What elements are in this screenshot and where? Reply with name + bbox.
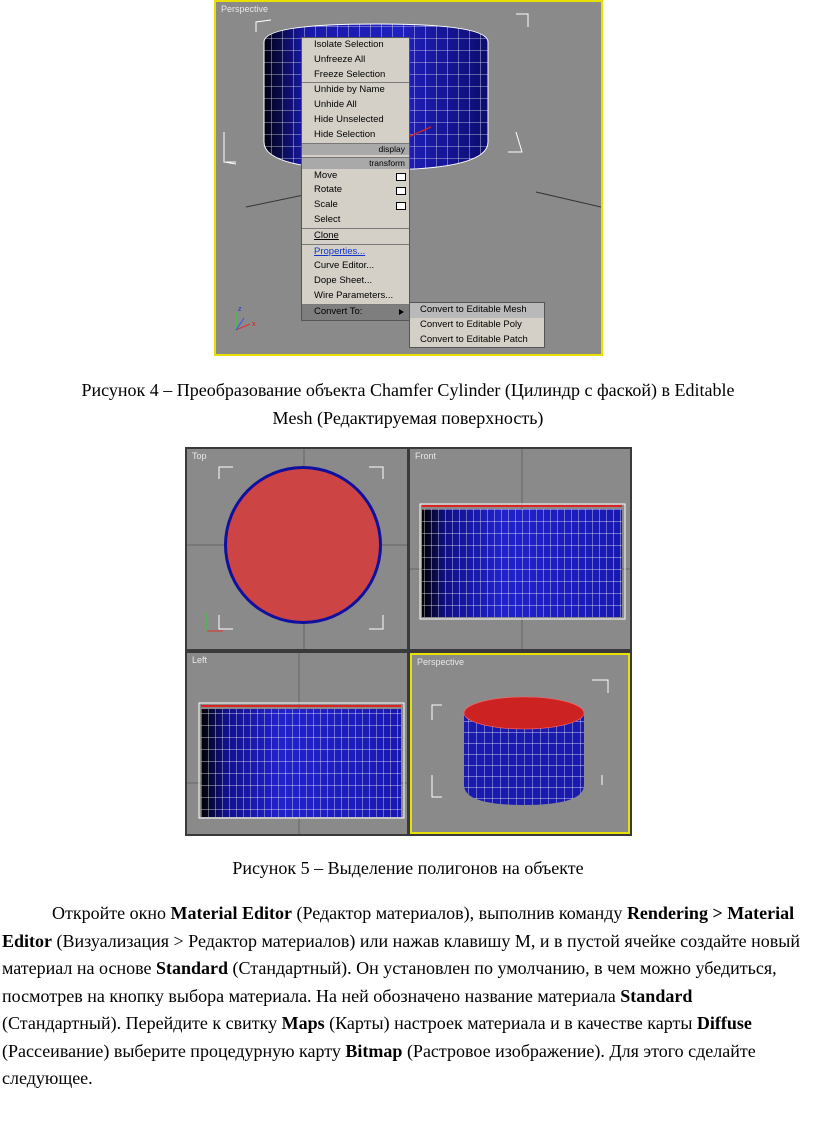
figure5-four-viewports — [185, 447, 632, 836]
figure5-caption: Рисунок 5 – Выделение полигонов на объекте — [232, 858, 584, 878]
viewport-label[interactable]: Left — [192, 655, 208, 665]
front-viewport[interactable] — [410, 449, 630, 649]
submenu-arrow-icon — [399, 309, 404, 315]
bold-term: Standard — [155, 958, 229, 978]
menu-item-select[interactable]: Select — [314, 213, 341, 225]
figure4-caption-line2: Mesh (Редактируемая поверхность) — [272, 408, 544, 428]
menu-item-hide-unselected[interactable]: Hide Unselected — [314, 113, 384, 125]
bold-term: Rendering > Material Editor — [2, 903, 795, 951]
text-run: (Редактор материалов), выполнив команду — [291, 903, 627, 923]
top-view-scene — [187, 449, 407, 649]
menu-item-dope-sheet[interactable]: Dope Sheet... — [314, 275, 373, 287]
left-viewport[interactable] — [187, 653, 407, 834]
bold-term: Material Editor — [170, 903, 292, 923]
text-run: (Рассеивание) выберите процедурную карту — [2, 1040, 346, 1061]
menu-item-wire-parameters[interactable]: Wire Parameters... — [314, 289, 394, 301]
menu-item-isolate-selection[interactable]: Isolate Selection — [314, 39, 384, 50]
top-viewport[interactable] — [187, 449, 407, 649]
menu-header-transform: transform — [302, 157, 409, 169]
axis-tripod-icon — [207, 613, 223, 631]
context-quad-menu — [301, 37, 410, 321]
checkbox-icon[interactable] — [396, 173, 406, 181]
text-run: (Стандартный). Перейдите к свитку — [2, 1013, 282, 1033]
front-view-scene — [410, 449, 630, 649]
bold-term: Diffuse — [696, 1013, 752, 1033]
axis-tripod-icon — [236, 306, 256, 330]
menu-item-move[interactable]: Move — [302, 169, 409, 184]
viewport-label[interactable]: Front — [415, 451, 437, 461]
menu-item-scale[interactable]: Scale — [302, 198, 409, 213]
checkbox-icon[interactable] — [396, 202, 406, 210]
text-run: (Стандартный). Он установлен по умолчанию, в чем можно убедиться, посмотрев на кнопку выбора материала. На ней обозначено название материала — [2, 958, 777, 1006]
menu-item-unhide-all[interactable]: Unhide All — [314, 99, 357, 111]
perspective-viewport[interactable] — [410, 653, 630, 834]
menu-header-display: display — [302, 143, 409, 155]
text-run: Откройте окно — [52, 903, 171, 923]
viewport-label[interactable]: Perspective — [417, 657, 465, 667]
left-view-scene — [187, 653, 407, 834]
text-run: (Визуализация > Редактор материалов) или нажав клавишу M, и в пустой ячейке создайте новый материал на основе — [2, 930, 800, 978]
perspective-view-scene — [412, 655, 628, 832]
menu-item-unfreeze-all[interactable]: Unfreeze All — [314, 53, 366, 65]
convert-to-submenu — [409, 302, 545, 348]
body-paragraph — [2, 900, 814, 1093]
submenu-item-editable-mesh[interactable]: Convert to Editable Mesh — [410, 303, 544, 318]
figure4-caption-line1: Рисунок 4 – Преобразование объекта Chamfer Cylinder (Цилиндр с фаской) в Editable — [81, 380, 735, 400]
menu-item-hide-selection[interactable]: Hide Selection — [314, 128, 376, 140]
menu-item-freeze-selection[interactable]: Freeze Selection — [314, 68, 386, 80]
menu-item-convert-to[interactable]: Convert To: — [302, 304, 409, 320]
viewport-label[interactable]: Perspective — [221, 4, 269, 14]
svg-text:x: x — [252, 321, 256, 328]
checkbox-icon[interactable] — [396, 187, 406, 195]
text-run: (Карты) настроек материала и в качестве карты — [324, 1013, 697, 1033]
menu-item-unhide-by-name[interactable]: Unhide by Name — [302, 82, 409, 98]
menu-item-properties[interactable]: Properties... — [302, 244, 409, 260]
menu-item-clone[interactable]: Clone — [302, 228, 409, 244]
submenu-item-editable-poly[interactable]: Convert to Editable Poly — [420, 318, 522, 330]
menu-item-curve-editor[interactable]: Curve Editor... — [314, 260, 375, 272]
bold-term: Bitmap — [345, 1040, 403, 1061]
text-run: (Растровое изображение). Для этого сделайте следующее. — [2, 1040, 756, 1088]
bold-term: Maps — [281, 1013, 325, 1033]
menu-item-rotate[interactable]: Rotate — [302, 183, 409, 198]
svg-text:z: z — [238, 306, 242, 313]
bold-term: Standard — [620, 985, 693, 1006]
viewport-label[interactable]: Top — [192, 451, 207, 461]
submenu-item-editable-patch[interactable]: Convert to Editable Patch — [420, 333, 528, 345]
